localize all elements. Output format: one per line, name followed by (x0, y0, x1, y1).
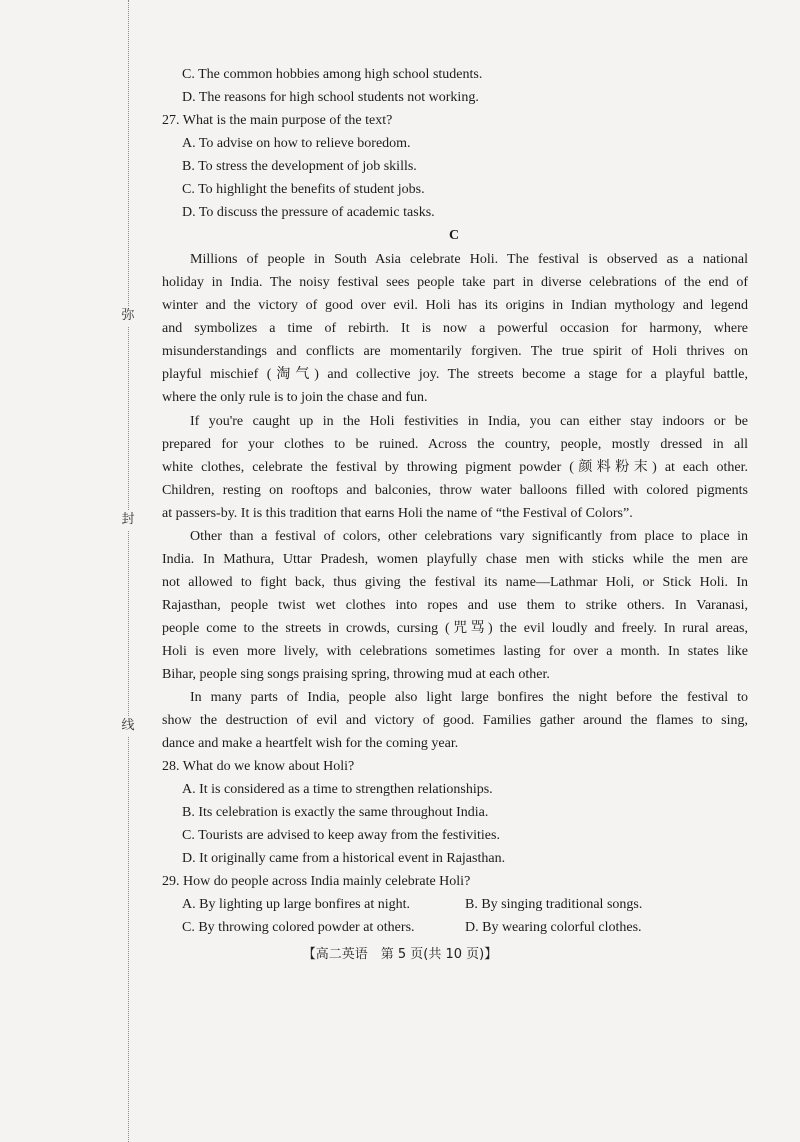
p3-line: Rajasthan, people twist wet clothes into ropes and use them to strike others. In Varanasi, (162, 598, 748, 613)
p3-line: people come to the streets in crowds, cursing (咒骂) the evil loudly and freely. In rural areas, (162, 621, 748, 636)
p3-line: not allowed to fight back, thus giving the festival its name—Lathmar Holi, or Stick Holi. In (162, 575, 748, 590)
q29-option-a: A. By lighting up large bonfires at night. (182, 897, 410, 912)
p3-line: Other than a festival of colors, other celebrations vary significantly from place to place in (190, 529, 748, 544)
p3-line: Bihar, people sing songs praising spring, throwing mud at each other. (162, 667, 550, 682)
q28-option-c: C. Tourists are advised to keep away from the festivities. (182, 828, 500, 843)
p2-line: prepared for your clothes to be ruined. Across the country, people, mostly dressed in all (162, 437, 748, 452)
q27-stem: 27. What is the main purpose of the text? (162, 113, 393, 128)
p2-line: at passers-by. It is this tradition that earns Holi the name of “the Festival of Colors”. (162, 506, 633, 521)
q27-option-a: A. To advise on how to relieve boredom. (182, 136, 411, 151)
p2-line: white clothes, celebrate the festival by throwing pigment powder (颜料粉末) at each other. (162, 460, 748, 475)
p2-line: If you're caught up in the Holi festivities in India, you can either stay indoors or be (190, 414, 748, 429)
q29-option-d: D. By wearing colorful clothes. (465, 920, 642, 935)
p2-line: Children, resting on rooftops and balconies, throw water balloons filled with colored pigments (162, 483, 748, 498)
q27-option-d: D. To discuss the pressure of academic tasks. (182, 205, 435, 220)
page-footer: 【高二英语 第 5 页(共 10 页)】 (302, 947, 498, 962)
p1-line: holiday in India. The noisy festival sees people take part in diverse celebrations of the end of (162, 275, 748, 290)
p1-line: Millions of people in South Asia celebrate Holi. The festival is observed as a national (190, 252, 748, 267)
p1-line: winter and the victory of good over evil. Holi has its origins in Indian mythology and legend (162, 298, 748, 313)
q28-option-b: B. Its celebration is exactly the same throughout India. (182, 805, 489, 820)
binding-char-mi: 弥 (118, 306, 138, 326)
q26-option-d: D. The reasons for high school students not working. (182, 90, 479, 105)
p1-line: playful mischief (淘气) and collective joy. The streets become a stage for a playful battle, (162, 367, 748, 382)
p4-line: show the destruction of evil and victory of good. Families gather around the flames to sing, (162, 713, 748, 728)
q29-option-c: C. By throwing colored powder at others. (182, 920, 415, 935)
q29-option-b: B. By singing traditional songs. (465, 897, 643, 912)
p3-line: India. In Mathura, Uttar Pradesh, women playfully chase men with sticks while the men are (162, 552, 748, 567)
q29-stem: 29. How do people across India mainly celebrate Holi? (162, 874, 471, 889)
q28-stem: 28. What do we know about Holi? (162, 759, 355, 774)
q26-option-c: C. The common hobbies among high school students. (182, 67, 483, 82)
p4-line: In many parts of India, people also light large bonfires the night before the festival to (190, 690, 748, 705)
p1-line: where the only rule is to join the chase and fun. (162, 390, 428, 405)
q28-option-d: D. It originally came from a historical event in Rajasthan. (182, 851, 506, 866)
binding-char-xian: 线 (118, 716, 138, 736)
binding-char-feng: 封 (118, 510, 138, 530)
q28-option-a: A. It is considered as a time to strengthen relationships. (182, 782, 493, 797)
q27-option-b: B. To stress the development of job skills. (182, 159, 417, 174)
p4-line: dance and make a heartfelt wish for the coming year. (162, 736, 459, 751)
p1-line: misunderstandings and conflicts are momentarily forgiven. The true spirit of Holi thrives on (162, 344, 748, 359)
q27-option-c: C. To highlight the benefits of student jobs. (182, 182, 425, 197)
p1-line: and symbolizes a time of rebirth. It is now a powerful occasion for harmony, where (162, 321, 748, 336)
section-letter: C (449, 228, 460, 243)
p3-line: Holi is even more lively, with celebrations sometimes lasting for over a month. In states like (162, 644, 748, 659)
binding-line (128, 0, 129, 1142)
